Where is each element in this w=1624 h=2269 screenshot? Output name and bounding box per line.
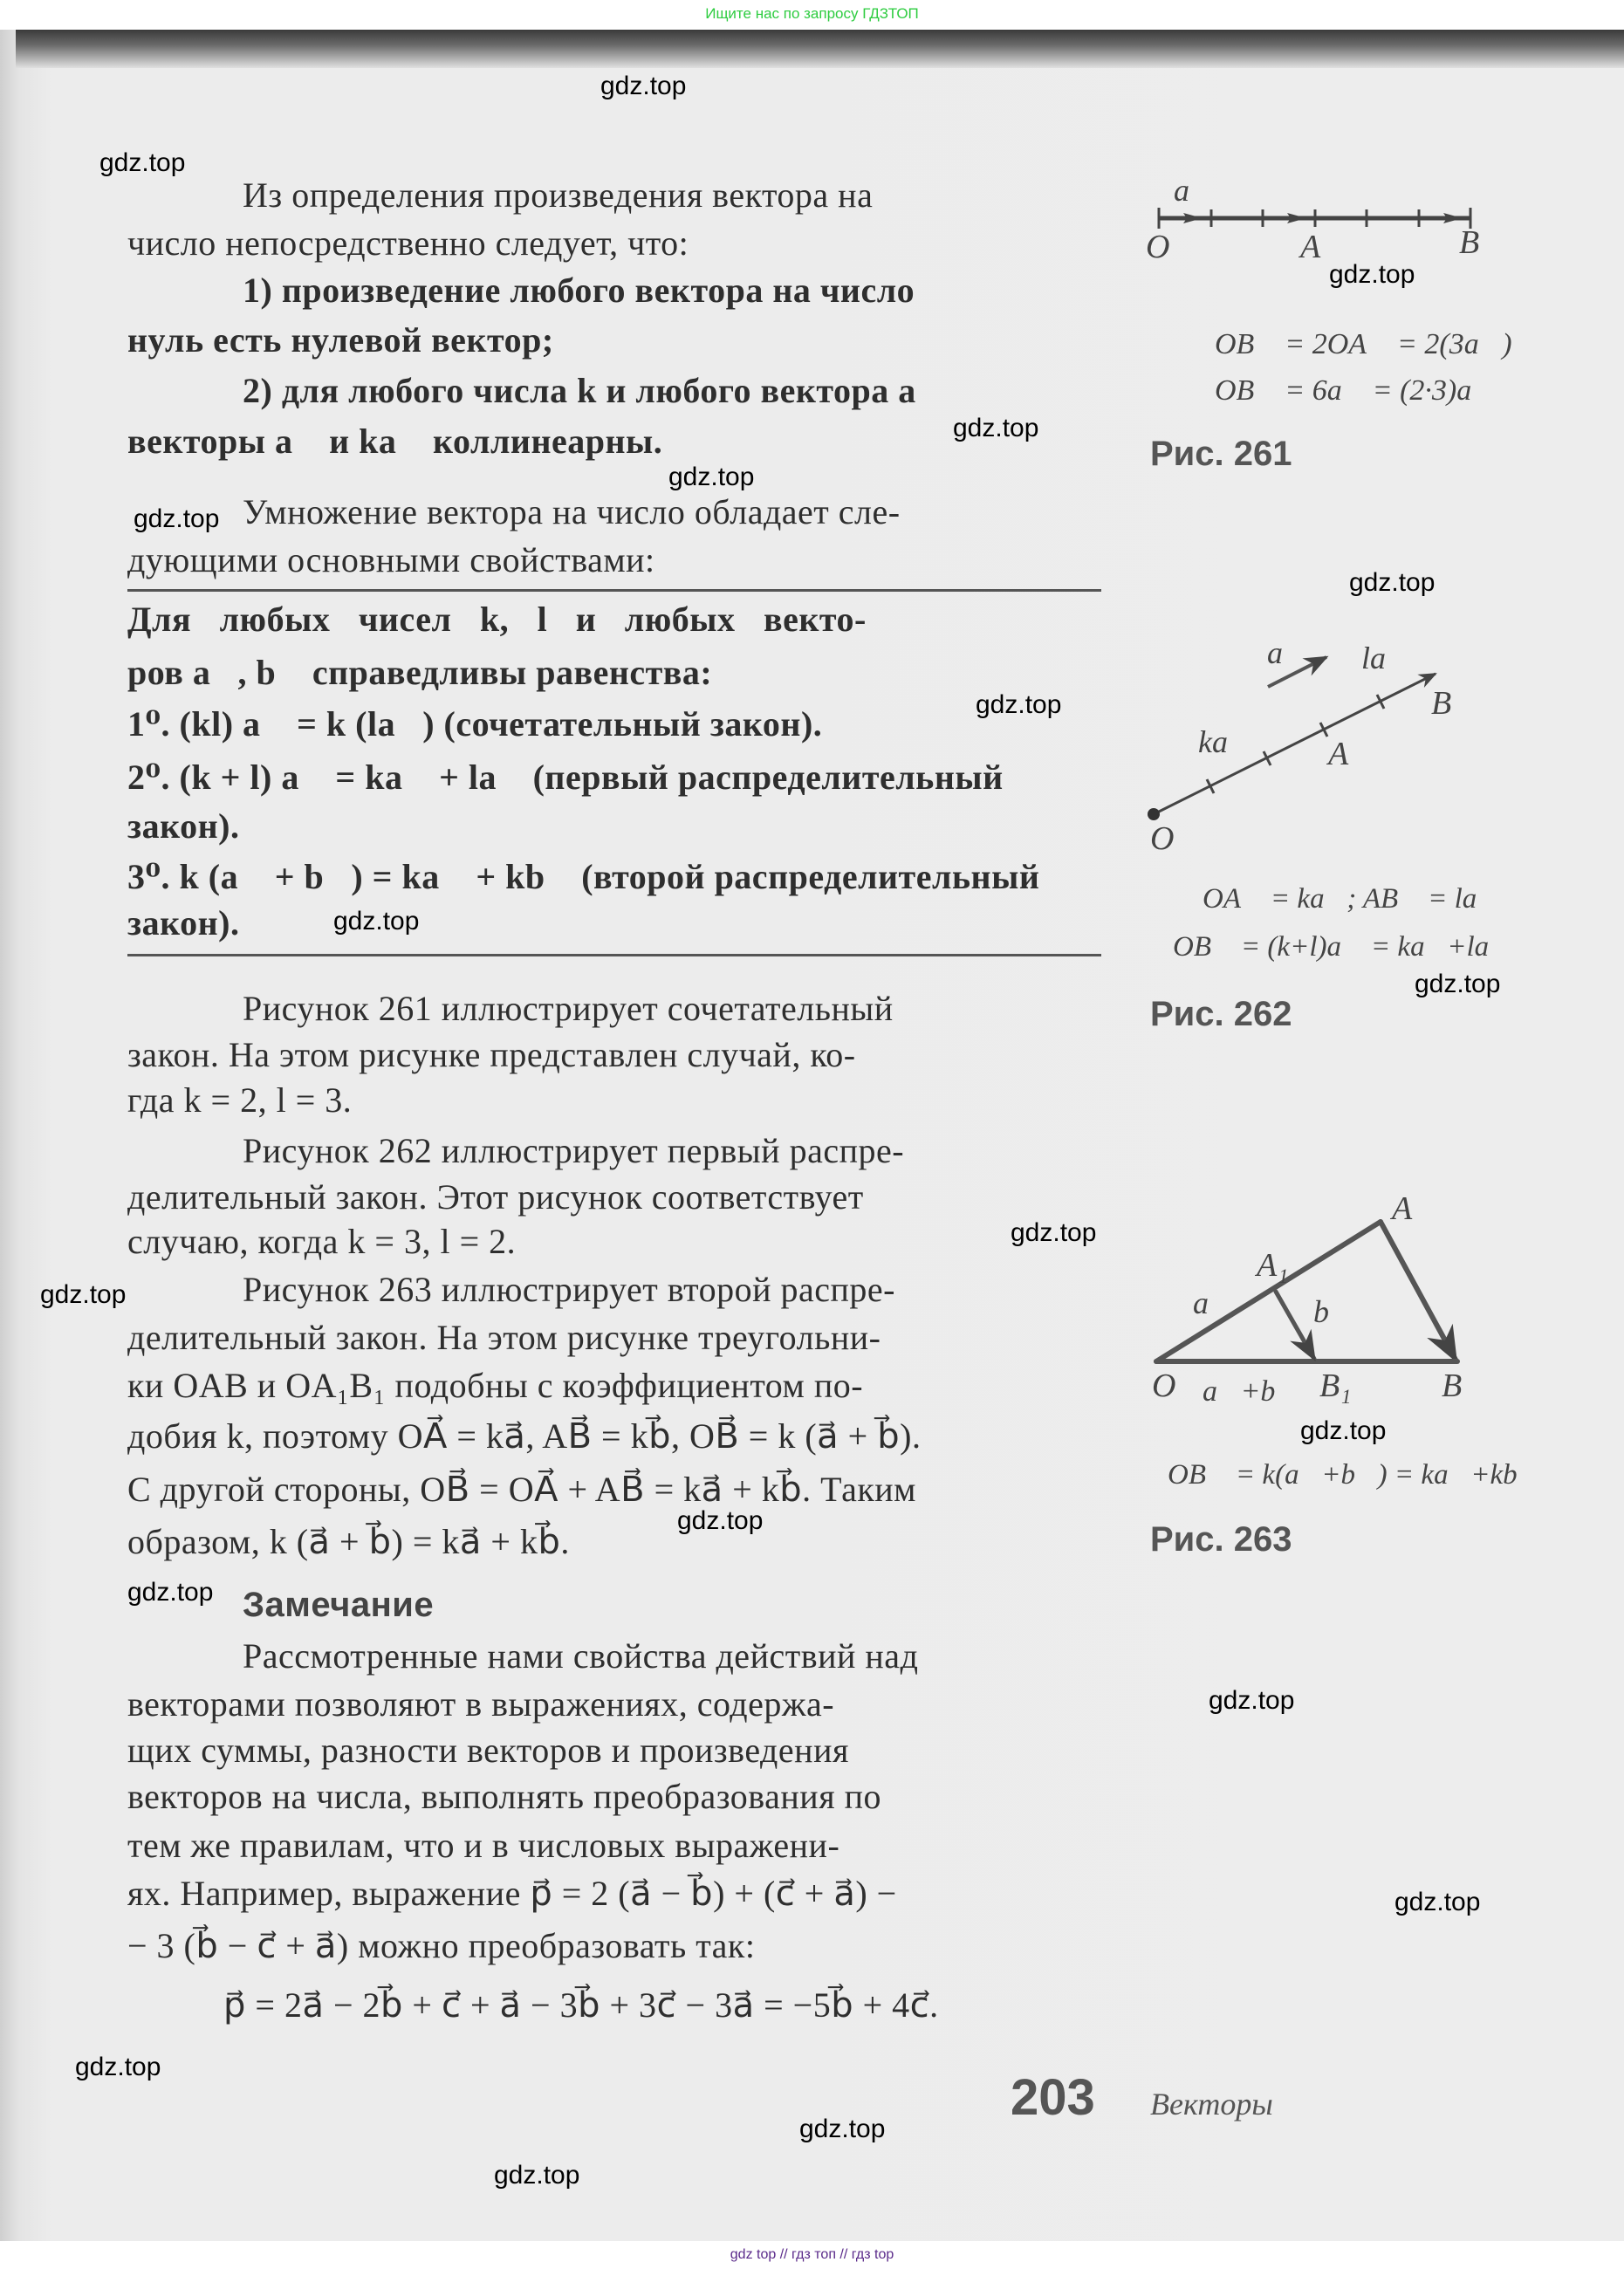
formula-line: p⃗ = 2a⃗ − 2b⃗ + c⃗ + a⃗ − 3b⃗ + 3c⃗ − 3a⃗ = −5b⃗ + 4c⃗.: [223, 1985, 939, 2025]
label-b: B: [1459, 224, 1480, 261]
watermark: gdz.top: [75, 2053, 161, 2081]
text-line: Из определения произведения вектора на: [243, 175, 874, 215]
watermark: gdz.top: [1415, 970, 1501, 998]
segment-ob: [1154, 674, 1436, 814]
figure-263: [1150, 1190, 1539, 1559]
rule-line: закон).: [127, 903, 240, 943]
rule-line: 1⁰. (kl) a⃗ = k (la⃗) (сочетательный закон).: [127, 704, 823, 744]
formula: OB⃗ = k(a⃗+b⃗) = ka⃗+kb⃗: [1168, 1459, 1540, 1491]
text-line: нуль есть нулевой вектор;: [127, 320, 554, 360]
caption: Рис. 263: [1150, 1520, 1292, 1559]
text-line: образом, k (a⃗ + b⃗) = ka⃗ + kb⃗.: [127, 1522, 570, 1561]
text-line: гда k = 2, l = 3.: [127, 1080, 353, 1120]
watermark: gdz.top: [99, 148, 186, 177]
watermark: gdz.top: [1300, 1416, 1387, 1445]
text-line: Рисунок 261 иллюстрирует сочетательный: [243, 989, 894, 1028]
text-line: делительный закон. Этот рисунок соответствует: [127, 1177, 864, 1217]
watermark: gdz.top: [799, 2115, 886, 2143]
label-a: a⃗: [1174, 173, 1215, 208]
watermark: gdz.top: [1349, 568, 1436, 597]
label-b: b⃗: [1313, 1294, 1354, 1329]
watermark: gdz.top: [677, 1506, 764, 1535]
label-a1: A₁: [1257, 1247, 1289, 1284]
footer-links: gdz top // гдз топ // гдз top: [0, 2241, 1624, 2269]
formula-1: OB⃗ = 2OA⃗ = 2(3a⃗): [1215, 328, 1512, 360]
caption: Рис. 261: [1150, 435, 1292, 473]
formula-1: OA⃗ = ka⃗; AB⃗ = la⃗: [1203, 883, 1499, 915]
figure-261: [1146, 173, 1512, 473]
formula-2: OB⃗ = 6a⃗ = (2·3)a⃗: [1215, 374, 1495, 407]
label-o: O: [1146, 229, 1170, 265]
text-line: Умножение вектора на число обладает сле-: [243, 492, 901, 531]
rule-line: 3⁰. k (a⃗ + b⃗) = ka⃗ + kb⃗ (второй распределительный: [127, 857, 1040, 896]
search-banner: Ищите нас по запросу ГДЗТОП: [0, 0, 1624, 30]
watermark: gdz.top: [976, 690, 1062, 719]
running-title: Векторы: [1150, 2087, 1273, 2122]
watermark: gdz.top: [953, 414, 1039, 442]
text-line: случаю, когда k = 3, l = 2.: [127, 1222, 517, 1261]
text-line: число непосредственно следует, что:: [127, 223, 689, 263]
vector-b: [1276, 1292, 1314, 1359]
text-line: − 3 (b⃗ − c⃗ + a⃗) можно преобразовать так:: [127, 1926, 756, 1965]
label-ka: ka⃗: [1198, 724, 1252, 759]
watermark: gdz.top: [600, 72, 687, 100]
text-line: векторы a⃗ и ka⃗ коллинеарны.: [127, 422, 663, 461]
watermark: gdz.top: [1011, 1218, 1097, 1247]
text-line: векторами позволяют в выражениях, содержа-: [127, 1684, 835, 1724]
label-a-point: A: [1392, 1190, 1413, 1227]
text-line: С другой стороны, OB⃗ = OA⃗ + AB⃗ = ka⃗ + kb⃗. Таким: [127, 1470, 916, 1509]
label-a-point: A: [1300, 229, 1321, 265]
label-a: a⃗: [1193, 1285, 1234, 1320]
page-number: 203: [1011, 2069, 1095, 2126]
label-a-plus-b: a⃗+b⃗: [1203, 1375, 1299, 1408]
text-line: 2) для любого числа k и любого вектора a⃗: [243, 371, 943, 410]
side-oa: [1156, 1222, 1381, 1361]
side-ab: [1381, 1222, 1456, 1360]
watermark: gdz.top: [127, 1578, 214, 1607]
watermark: gdz.top: [668, 463, 755, 491]
label-a: a⃗: [1267, 635, 1308, 670]
text-line: закон. На этом рисунке представлен случай, ко-: [127, 1035, 856, 1074]
text-line: тем же правилам, что и в числовых выражени-: [127, 1826, 840, 1865]
label-o: O: [1152, 1368, 1176, 1404]
text-line: дующими основными свойствами:: [127, 540, 655, 579]
formula-2: OB⃗ = (k+l)a⃗ = ka⃗+la⃗: [1173, 931, 1511, 963]
text-line: Рисунок 262 иллюстрирует первый распре-: [243, 1131, 905, 1170]
point-o: [1148, 808, 1160, 820]
watermark: gdz.top: [1329, 260, 1415, 289]
remark-heading: Замечание: [243, 1586, 435, 1624]
watermark: gdz.top: [494, 2161, 580, 2190]
text-line: ки OAB и OA₁B₁ подобны с коэффициентом по-: [127, 1366, 864, 1405]
label-la: la⃗: [1361, 641, 1411, 675]
rule-line: 2⁰. (k + l) a⃗ = ka⃗ + la⃗ (первый распределительный: [127, 757, 1004, 797]
rule-line: закон).: [127, 806, 240, 846]
label-a-point: A: [1328, 736, 1349, 772]
watermark: gdz.top: [1209, 1686, 1295, 1715]
text-line: делительный закон. На этом рисунке треугольни-: [127, 1318, 881, 1357]
text-line: Рисунок 263 иллюстрирует второй распре-: [243, 1270, 895, 1309]
label-b: B: [1431, 685, 1452, 722]
label-o: O: [1150, 820, 1175, 857]
rule-line: Для любых чисел k, l и любых векто-: [127, 600, 867, 639]
text-line: добия k, поэтому OA⃗ = ka⃗, AB⃗ = kb⃗, OB⃗ = k (a⃗ + b⃗).: [127, 1416, 922, 1456]
watermark: gdz.top: [40, 1280, 127, 1309]
text-line: векторов на числа, выполнять преобразования по: [127, 1777, 881, 1816]
text-line: Рассмотренные нами свойства действий над: [243, 1636, 919, 1676]
text-line: ях. Например, выражение p⃗ = 2 (a⃗ − b⃗) + (c⃗ + a⃗) −: [127, 1874, 897, 1913]
label-b-point: B: [1442, 1368, 1463, 1404]
watermark: gdz.top: [333, 907, 420, 936]
caption: Рис. 262: [1150, 995, 1292, 1033]
text-line: 1) произведение любого вектора на число: [243, 271, 915, 310]
text-line: щих суммы, разности векторов и произведения: [127, 1731, 849, 1770]
watermark: gdz.top: [1394, 1888, 1481, 1916]
rule-line: ров a⃗, b⃗ справедливы равенства:: [127, 653, 713, 692]
label-b1: B₁: [1319, 1368, 1352, 1404]
watermark: gdz.top: [134, 504, 220, 533]
